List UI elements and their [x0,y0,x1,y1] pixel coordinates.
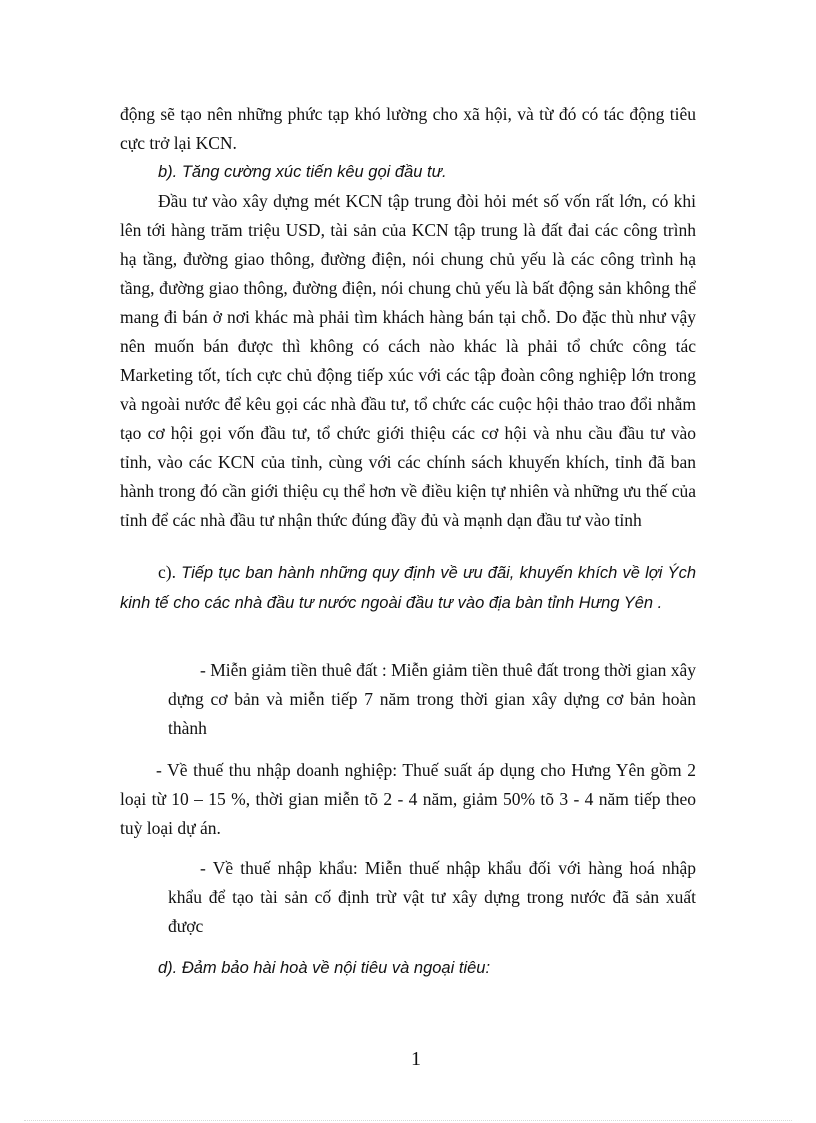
heading-c-text: Tiếp tục ban hành những quy định về ưu đãi, khuyến khích về lợi Ých kinh tế cho các nhà đầu tư nước ngoài đầu tư vào địa bàn tỉnh Hưng Yên . [120,564,696,612]
bullet-import-tax: - Về thuế nhập khẩu: Miễn thuế nhập khẩu đối với hàng hoá nhập khẩu để tạo tài sản cố định trừ vật tư xây dựng trong nước đã sản xuất được [168,858,696,936]
bullet-land-rent: - Miễn giảm tiền thuê đất : Miễn giảm tiền thuê đất trong thời gian xây dựng cơ bản và miễn tiếp 7 năm trong thời gian xây dựng cơ bản hoàn thành [168,660,696,738]
bullet-income-tax: - Về thuế thu nhập doanh nghiệp: Thuế suất áp dụng cho Hưng Yên gồm 2 loại từ 10 – 15 %, thời gian miễn tõ 2 - 4 năm, giảm 50% tõ 3 - 4 năm tiếp theo tuỳ loại dự án. [120,760,696,838]
heading-b: b). Tăng cường xúc tiến kêu gọi đầu tư. [158,163,447,181]
page-number: 1 [411,1048,421,1070]
paragraph-continuation: động sẽ tạo nên những phức tạp khó lường cho xã hội, và từ đó có tác động tiêu cực trở lại KCN. [120,104,696,153]
heading-c [120,558,696,618]
heading-d: d). Đảm bảo hài hoà về nội tiêu và ngoại tiêu: [158,959,491,977]
page-bottom-divider [24,1120,792,1121]
heading-c-label: c). [158,562,176,582]
paragraph-investment-promotion: Đầu tư vào xây dựng mét KCN tập trung đòi hỏi mét số vốn rất lớn, có khi lên tới hàng trăm triệu USD, tài sản của KCN tập trung là đất đai các công trình hạ tầng, đường giao thông, đường điện, nói chung chủ yếu là các công trình hạ tầng, đường giao thông, đường điện, nói chung chủ yếu là bất động sản không thể mang đi bán ở nơi khác mà phải tìm khách hàng bán tại chỗ. Do đặc thù như vậy nên muốn bán được thì không có cách nào khác là phải tổ chức công tác Marketing tốt, tích cực chủ động tiếp xúc với các tập đoàn công nghiệp lớn trong và ngoài nước để kêu gọi các nhà đầu tư, tổ chức các cuộc hội thảo trao đổi nhằm tạo cơ hội gọi vốn đầu tư, tổ chức giới thiệu các cơ hội và nhu cầu đầu tư vào tỉnh, vào các KCN của tỉnh, cùng với các chính sách khuyến khích, tỉnh đã ban hành trong đó cần giới thiệu cụ thể hơn về điều kiện tự nhiên và những ưu thế của tỉnh để các nhà đầu tư nhận thức đúng đầy đủ và mạnh dạn đầu tư vào tỉnh [120,191,696,530]
